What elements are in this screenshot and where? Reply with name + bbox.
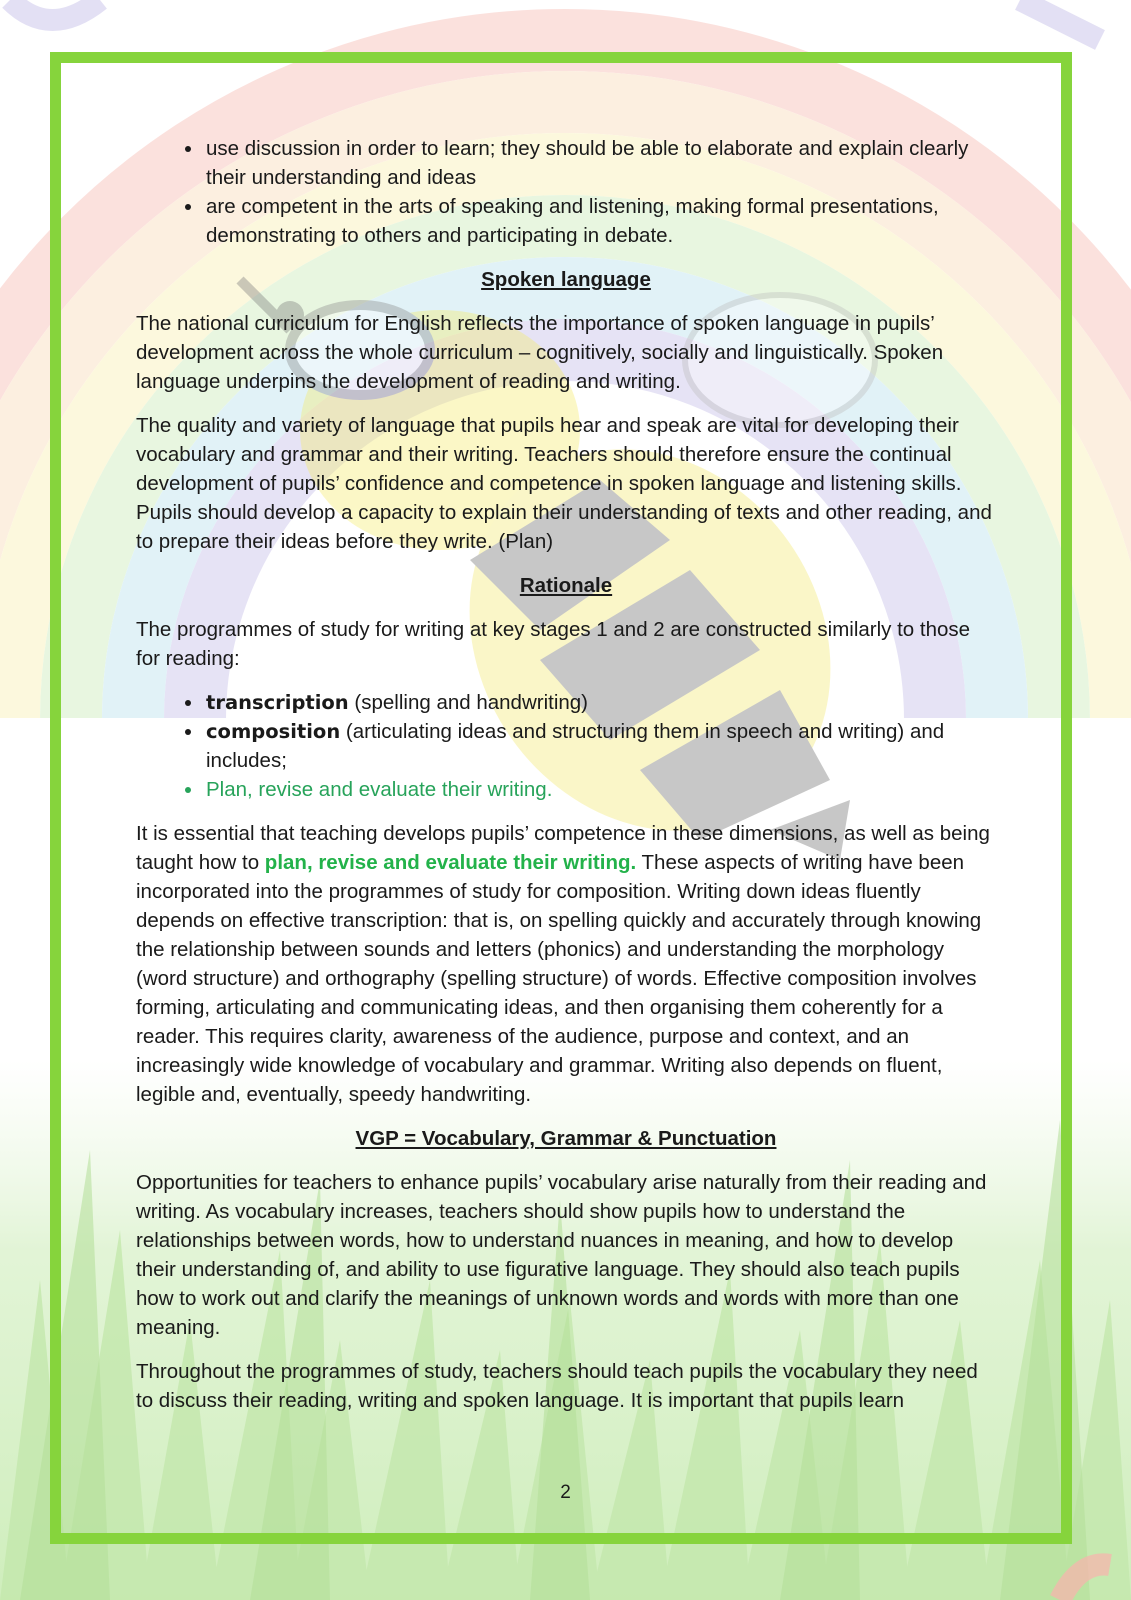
highlight-text: Plan, revise and evaluate their writing. xyxy=(206,778,553,801)
term-composition: composition xyxy=(206,720,341,743)
paragraph-text: These aspects of writing have been incorporated into the programmes of study for composition. Writing down ideas fluently depends on effective transcription: that is, on spelling quickly and accurately through knowing the relationship between sounds and letters (phonics) and understanding the morphology (word structure) and orthography (spelling structure) of words. Effective composition involves forming, articulating and communicating ideas, and then organising them coherently for a reader. This requires clarity, awareness of the audience, purpose and context, and an increasingly wide knowledge of vocabulary and grammar. Writing also depends on fluent, legible and, eventually, speedy handwriting. xyxy=(136,851,982,1106)
section-heading-rationale: Rationale xyxy=(519,574,613,597)
section-heading-vgp: VGP = Vocabulary, Grammar & Punctuation xyxy=(355,1127,777,1150)
bullet-list-rationale xyxy=(136,688,996,804)
paragraph: The programmes of study for writing at key stages 1 and 2 are constructed similarly to those for reading: xyxy=(136,618,971,670)
term-description: (spelling and handwriting) xyxy=(348,691,589,714)
paragraph: Throughout the programmes of study, teachers should teach pupils the vocabulary they need to discuss their reading, writing and spoken language. It is important that pupils learn xyxy=(136,1360,978,1412)
list-item xyxy=(204,688,996,717)
list-item: • use discussion in order to learn; they should be able to elaborate and explain clearly their understanding and ideas xyxy=(204,134,996,192)
list-item: • are competent in the arts of speaking and listening, making formal presentations, demonstrating to others and participating in debate. xyxy=(204,192,996,250)
section-heading-spoken-language: Spoken language xyxy=(481,268,651,291)
corner-accent-top-right xyxy=(1020,0,1100,40)
paragraph-text: It is essential that teaching develops pupils’ competence in these dimensions, as well as being taught how to xyxy=(136,822,990,874)
page-number: 2 xyxy=(560,1482,571,1503)
page-content xyxy=(136,134,996,1430)
term-transcription: transcription xyxy=(206,691,349,714)
highlight-text: plan, revise and evaluate their writing. xyxy=(264,851,637,874)
list-item xyxy=(204,717,996,775)
bullet-list-top xyxy=(136,134,996,250)
paragraph xyxy=(136,819,996,1109)
paragraph: The national curriculum for English reflects the importance of spoken language in pupils’ development across the whole curriculum – cognitively, socially and linguistically. Spoken language underpins the development of reading and writing. xyxy=(136,312,944,393)
term-description: (articulating ideas and structuring them in speech and writing) and includes; xyxy=(206,720,945,772)
list-item-highlight xyxy=(204,775,996,804)
paragraph: Opportunities for teachers to enhance pupils’ vocabulary arise naturally from their reading and writing. As vocabulary increases, teachers should show pupils how to understand the relationships between words, how to understand nuances in meaning, and how to develop their understanding of, and ability to use figurative language. They should also teach pupils how to work out and clarify the meanings of unknown words and words with more than one meaning. xyxy=(136,1171,987,1339)
paragraph: The quality and variety of language that pupils hear and speak are vital for developing their vocabulary and grammar and their writing. Teachers should therefore ensure the continual development of pupils’ confidence and competence in spoken language and listening skills. Pupils should develop a capacity to explain their understanding of texts and other reading, and to prepare their ideas before they write. (Plan) xyxy=(136,414,992,553)
corner-accent-top-left xyxy=(10,0,100,20)
